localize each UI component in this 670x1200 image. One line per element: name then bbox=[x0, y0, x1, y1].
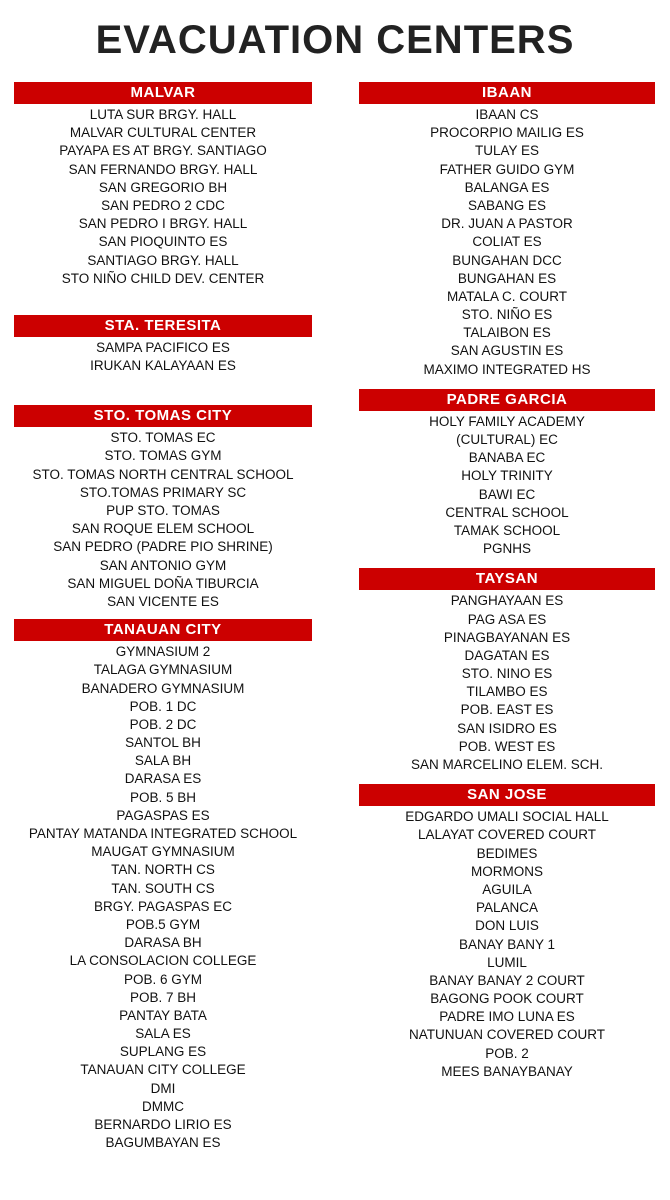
left-column bbox=[14, 82, 312, 1152]
list-item: SAN PIOQUINTO ES bbox=[98, 234, 228, 250]
list-item: SAN PEDRO I BRGY. HALL bbox=[78, 216, 248, 232]
list-item: POB. 5 BH bbox=[129, 789, 197, 805]
list-item: SANTIAGO BRGY. HALL bbox=[87, 252, 239, 268]
list-item: SUPLANG ES bbox=[119, 1044, 207, 1060]
list-item: SAN PEDRO 2 CDC bbox=[101, 197, 225, 213]
list-item: SAN FERNANDO BRGY. HALL bbox=[68, 161, 258, 177]
list-item: TANAUAN CITY COLLEGE bbox=[80, 1062, 246, 1078]
list-item: PUP STO. TOMAS bbox=[106, 503, 220, 518]
list-item: STO. TOMAS EC bbox=[110, 430, 216, 446]
list-item: MAUGAT GYMNASIUM bbox=[91, 844, 235, 860]
list-item: POB.5 GYM bbox=[125, 916, 201, 932]
list-item: BAGUMBAYAN ES bbox=[105, 1135, 221, 1151]
center-list bbox=[14, 641, 312, 1152]
list-item: POB. 2 bbox=[485, 1045, 529, 1061]
list-item: STO. NINO ES bbox=[461, 666, 553, 682]
list-item: TAN. NORTH CS bbox=[111, 862, 215, 878]
list-item: TAN. SOUTH CS bbox=[111, 880, 215, 896]
list-item: BUNGAHAN ES bbox=[457, 270, 557, 286]
list-item: POB. WEST ES bbox=[458, 738, 556, 754]
section-tanauan-city bbox=[14, 619, 312, 1152]
section-header: IBAAN bbox=[359, 82, 655, 104]
list-item: AGUILA bbox=[482, 881, 532, 897]
list-item: POB. 6 GYM bbox=[123, 971, 203, 987]
list-item: DR. JUAN A PASTOR bbox=[441, 216, 573, 232]
section-san-jose bbox=[359, 784, 655, 1081]
list-item: STO.TOMAS PRIMARY SC bbox=[79, 484, 247, 500]
list-item: BALANGA ES bbox=[464, 179, 550, 195]
list-item: TILAMBO ES bbox=[466, 684, 548, 700]
list-item: STO. TOMAS NORTH CENTRAL SCHOOL bbox=[32, 466, 294, 482]
list-item: BAWI EC bbox=[478, 486, 536, 502]
list-item: SAN PEDRO (PADRE PIO SHRINE) bbox=[53, 539, 273, 555]
section-header: STO. TOMAS CITY bbox=[14, 405, 312, 427]
section-sta-teresita bbox=[14, 315, 312, 375]
list-item: SAN GREGORIO BH bbox=[98, 179, 228, 195]
list-item: MORMONS bbox=[471, 863, 543, 879]
list-item: PALANCA bbox=[475, 900, 539, 916]
section-header: PADRE GARCIA bbox=[359, 389, 655, 411]
section-header: MALVAR bbox=[14, 82, 312, 104]
list-item: HOLY FAMILY ACADEMY bbox=[429, 413, 585, 429]
list-item: SAMPA PACIFICO ES bbox=[96, 339, 230, 355]
list-item: CENTRAL SCHOOL bbox=[445, 504, 569, 520]
section-malvar bbox=[14, 82, 312, 288]
right-column bbox=[359, 82, 655, 1081]
list-item: BANAY BANY 1 bbox=[458, 936, 556, 952]
list-item: TALAGA GYMNASIUM bbox=[93, 662, 233, 678]
list-item: MAXIMO INTEGRATED HS bbox=[423, 361, 591, 377]
section-taysan bbox=[359, 568, 655, 774]
list-item: DARASA BH bbox=[124, 935, 202, 951]
page-title: EVACUATION CENTERS bbox=[95, 18, 575, 62]
section-header: TAYSAN bbox=[359, 568, 655, 590]
list-item: FATHER GUIDO GYM bbox=[439, 161, 575, 177]
center-list bbox=[14, 337, 312, 375]
list-item: SANTOL BH bbox=[125, 735, 201, 751]
list-item: PANTAY MATANDA INTEGRATED SCHOOL bbox=[28, 826, 298, 841]
list-item: MALVAR CULTURAL CENTER bbox=[69, 125, 257, 141]
center-list bbox=[359, 590, 655, 774]
list-item: MATALA C. COURT bbox=[446, 288, 568, 304]
list-item: GYMNASIUM 2 bbox=[115, 644, 211, 660]
list-item: BANADERO GYMNASIUM bbox=[81, 680, 245, 696]
list-item: MEES BANAYBANAY bbox=[441, 1063, 573, 1079]
list-item: POB. 1 DC bbox=[129, 698, 197, 714]
list-item: BERNARDO LIRIO ES bbox=[94, 1117, 232, 1132]
list-item: SABANG ES bbox=[467, 197, 547, 213]
list-item: SAN ANTONIO GYM bbox=[99, 557, 227, 573]
list-item: DMMC bbox=[142, 1098, 184, 1114]
list-item: PANGHAYAAN ES bbox=[450, 593, 564, 609]
list-item: STO. TOMAS GYM bbox=[104, 448, 222, 464]
list-item: TALAIBON ES bbox=[463, 325, 551, 341]
list-item: IBAAN CS bbox=[475, 107, 539, 122]
section-header: SAN JOSE bbox=[359, 784, 655, 806]
list-item: BANABA EC bbox=[468, 450, 546, 466]
list-item: COLIAT ES bbox=[472, 234, 542, 250]
list-item: PROCORPIO MAILIG ES bbox=[430, 125, 584, 141]
list-item: TULAY ES bbox=[474, 143, 540, 159]
list-item: DON LUIS bbox=[475, 918, 539, 934]
list-item: STO NIÑO CHILD DEV. CENTER bbox=[61, 270, 265, 286]
list-item: PAG ASA ES bbox=[467, 611, 547, 627]
section-ibaan bbox=[359, 82, 655, 379]
list-item: IRUKAN KALAYAAN ES bbox=[90, 358, 236, 374]
list-item: SAN AGUSTIN ES bbox=[450, 343, 564, 359]
list-item: BRGY. PAGASPAS EC bbox=[93, 898, 233, 914]
list-item: SALA BH bbox=[134, 753, 192, 769]
center-list bbox=[14, 104, 312, 288]
list-item: PADRE IMO LUNA ES bbox=[439, 1009, 575, 1025]
list-item: SALA ES bbox=[135, 1026, 191, 1042]
list-item: POB. 2 DC bbox=[129, 716, 197, 732]
section-sto-tomas-city bbox=[14, 405, 312, 611]
list-item: BAGONG POOK COURT bbox=[430, 991, 584, 1007]
list-item: STO. NIÑO ES bbox=[461, 307, 553, 323]
list-item: BUNGAHAN DCC bbox=[452, 252, 562, 268]
list-item: PANTAY BATA bbox=[119, 1007, 207, 1023]
list-item: DAGATAN ES bbox=[464, 647, 550, 663]
list-item: LUTA SUR BRGY. HALL bbox=[89, 107, 237, 122]
list-item: LUMIL bbox=[487, 954, 527, 970]
list-item: EDGARDO UMALI SOCIAL HALL bbox=[405, 809, 609, 825]
list-item: PAYAPA ES AT BRGY. SANTIAGO bbox=[59, 143, 267, 159]
list-item: POB. EAST ES bbox=[460, 702, 554, 718]
list-item: DARASA ES bbox=[124, 771, 202, 787]
list-item: POB. 7 BH bbox=[129, 989, 197, 1005]
list-item: BEDIMES bbox=[476, 845, 538, 861]
list-item: TAMAK SCHOOL bbox=[453, 522, 561, 538]
center-list bbox=[359, 806, 655, 1081]
list-item: SAN VICENTE ES bbox=[107, 593, 219, 609]
list-item: PINAGBAYANAN ES bbox=[443, 629, 571, 645]
list-item: SAN ISIDRO ES bbox=[457, 720, 557, 736]
list-item: SAN MARCELINO ELEM. SCH. bbox=[410, 757, 604, 772]
section-padre-garcia bbox=[359, 389, 655, 559]
center-list bbox=[359, 104, 655, 379]
list-item: HOLY TRINITY bbox=[461, 468, 553, 484]
list-item: NATUNUAN COVERED COURT bbox=[408, 1027, 605, 1043]
list-item: BANAY BANAY 2 COURT bbox=[429, 972, 585, 988]
list-item: SAN MIGUEL DOÑA TIBURCIA bbox=[67, 575, 259, 591]
list-item: LALAYAT COVERED COURT bbox=[417, 827, 597, 843]
list-item: LA CONSOLACION COLLEGE bbox=[69, 953, 257, 969]
center-list bbox=[14, 427, 312, 611]
list-item: SAN ROQUE ELEM SCHOOL bbox=[71, 521, 255, 537]
list-item: DMI bbox=[150, 1080, 176, 1096]
center-list bbox=[359, 411, 655, 559]
list-item: (CULTURAL) EC bbox=[456, 432, 558, 447]
list-item: PAGASPAS ES bbox=[116, 807, 210, 823]
section-header: STA. TERESITA bbox=[14, 315, 312, 337]
list-item: PGNHS bbox=[482, 541, 531, 557]
section-header: TANAUAN CITY bbox=[14, 619, 312, 641]
